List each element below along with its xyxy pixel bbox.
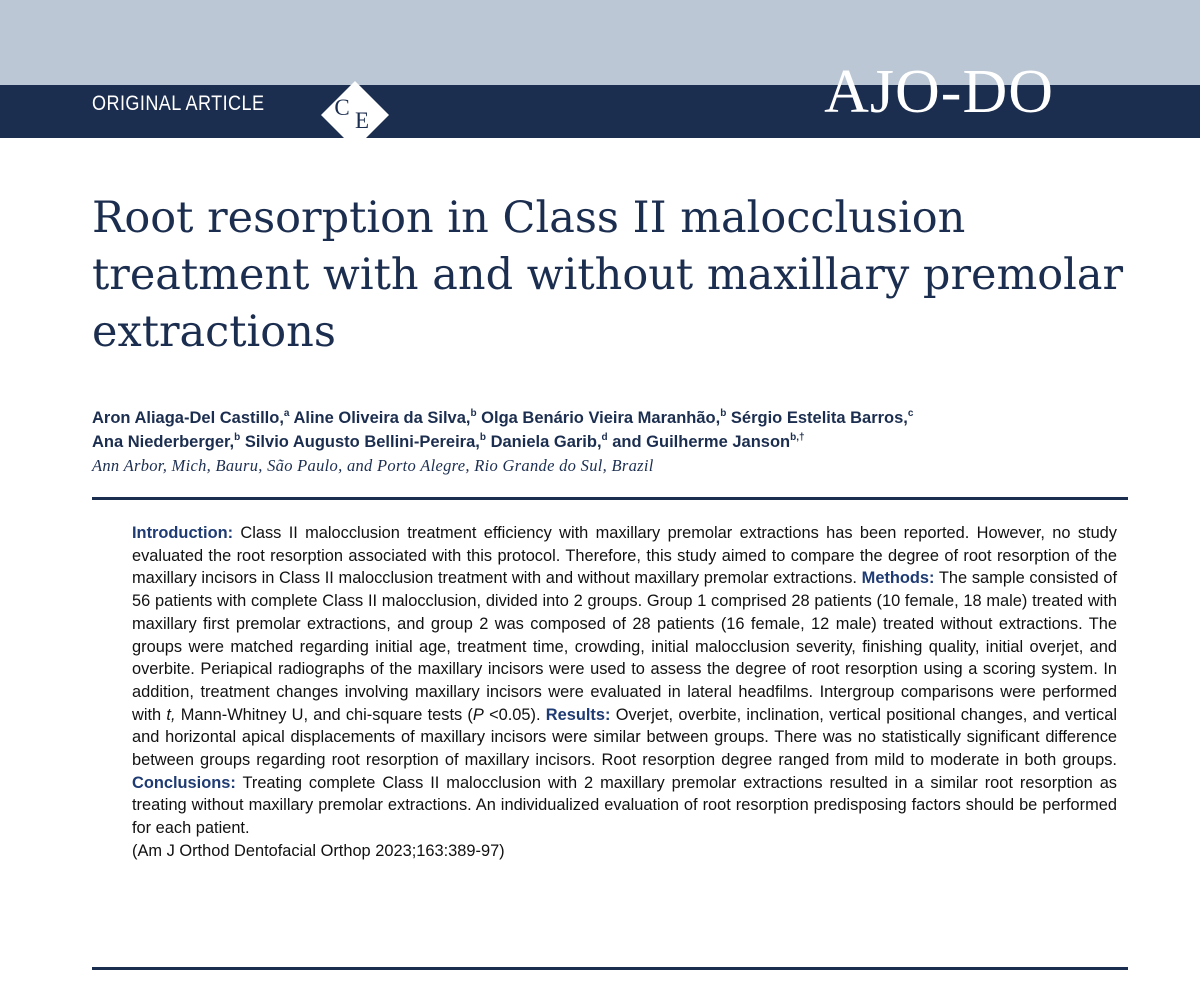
author-name: Daniela Garib, — [490, 433, 602, 451]
author — [293, 409, 476, 427]
author — [245, 433, 486, 451]
author-affiliation-mark: a — [283, 408, 290, 419]
abstract — [132, 522, 1117, 863]
author-name: Aline Oliveira da Silva, — [293, 409, 471, 427]
affiliation-line: Ann Arbor, Mich, Bauru, São Paulo, and Porto Alegre, Rio Grande do Sul, Brazil — [92, 456, 654, 475]
abstract-heading-methods: Methods: — [861, 569, 935, 588]
author-name: Silvio Augusto Bellini-Pereira, — [244, 433, 480, 451]
abstract-methods-text: The sample consisted of 56 patients with complete Class II malocclusion, divided into 2 groups. Group 1 comprised 28 patients (10 female, 18 male) treated with maxillary first premolar extractions, and group 2 was composed of 28 patients (16 female, 12 male) treated without extractions. The groups were matched regarding initial age, treatment time, crowding, initial malocclusion severity, finishing quality, initial overjet, and overbite. Periapical radiographs of the maxillary incisors were used to assess the degree of root resorption using a scoring system. In addition, treatment changes involving maxillary incisors were evaluated in lateral headfilms. Intergroup comparisons were performed with — [132, 569, 1118, 724]
author-name: and Guilherme Janson — [612, 433, 791, 451]
author-name: Aron Aliaga-Del Castillo, — [92, 409, 284, 427]
abstract-methods-text: <0.05). — [489, 705, 541, 724]
author-name: Olga Benário Vieira Maranhão, — [481, 409, 721, 427]
author-affiliation-mark: b — [720, 408, 727, 419]
author-affiliation-mark: c — [907, 408, 914, 419]
abstract-heading-conclusions: Conclusions: — [132, 773, 236, 792]
author-affiliation-mark: b,† — [790, 432, 805, 443]
ce-badge-icon — [320, 80, 390, 150]
author-name: Ana Niederberger, — [92, 433, 235, 451]
author — [731, 409, 914, 427]
journal-logo: AJO-DO — [824, 58, 1054, 126]
abstract-methods-text: Mann-Whitney U, and chi-square tests ( — [180, 705, 473, 724]
author-affiliation-mark: b — [470, 408, 477, 419]
author — [92, 409, 289, 427]
abstract-methods-t: t, — [166, 705, 176, 724]
article-title: Root resorption in Class II malocclusion treatment with and without maxillary premolar extractions — [92, 193, 1124, 357]
author — [92, 433, 240, 451]
abstract-top-rule — [92, 497, 1128, 500]
abstract-methods-p: P — [472, 705, 484, 724]
citation: (Am J Orthod Dentofacial Orthop 2023;163:389-97) — [132, 841, 505, 860]
section-label: ORIGINAL ARTICLE — [92, 92, 265, 115]
abstract-results-text: Overjet, overbite, inclination, vertical positional changes, and vertical and horizontal apical displacements of maxillary incisors were similar between groups. There was no statistically significant difference between groups regarding root resorption of maxillary incisors. Root resorption degree ranged from mild to moderate in both groups. — [132, 705, 1117, 770]
abstract-introduction-text: Class II malocclusion treatment efficiency with maxillary premolar extractions has been reported. However, no study evaluated the root resorption associated with this protocol. Therefore, this study aimed to compare the degree of root resorption of the maxillary incisors in Class II malocclusion treatment with and without maxillary premolar extractions. — [132, 524, 1117, 588]
author-list — [92, 406, 1132, 454]
ce-badge-c: C — [334, 95, 350, 120]
abstract-conclusions-text: Treating complete Class II malocclusion with 2 maxillary premolar extractions resulted in a similar root resorption as treating without maxillary premolar extractions. An individualized evaluation of root resorption predisposing factors should be performed for each patient. — [132, 773, 1117, 838]
author-affiliation-mark: d — [601, 432, 608, 443]
author-affiliation-mark: b — [234, 432, 241, 443]
author — [491, 433, 608, 451]
abstract-heading-results: Results: — [545, 705, 611, 724]
author-name: Sérgio Estelita Barros, — [730, 409, 908, 427]
abstract-heading-introduction: Introduction: — [132, 524, 234, 542]
author — [612, 433, 804, 451]
author-affiliation-mark: b — [479, 432, 486, 443]
ce-badge-e: E — [354, 108, 370, 133]
author — [481, 409, 726, 427]
abstract-bottom-rule — [92, 967, 1128, 970]
